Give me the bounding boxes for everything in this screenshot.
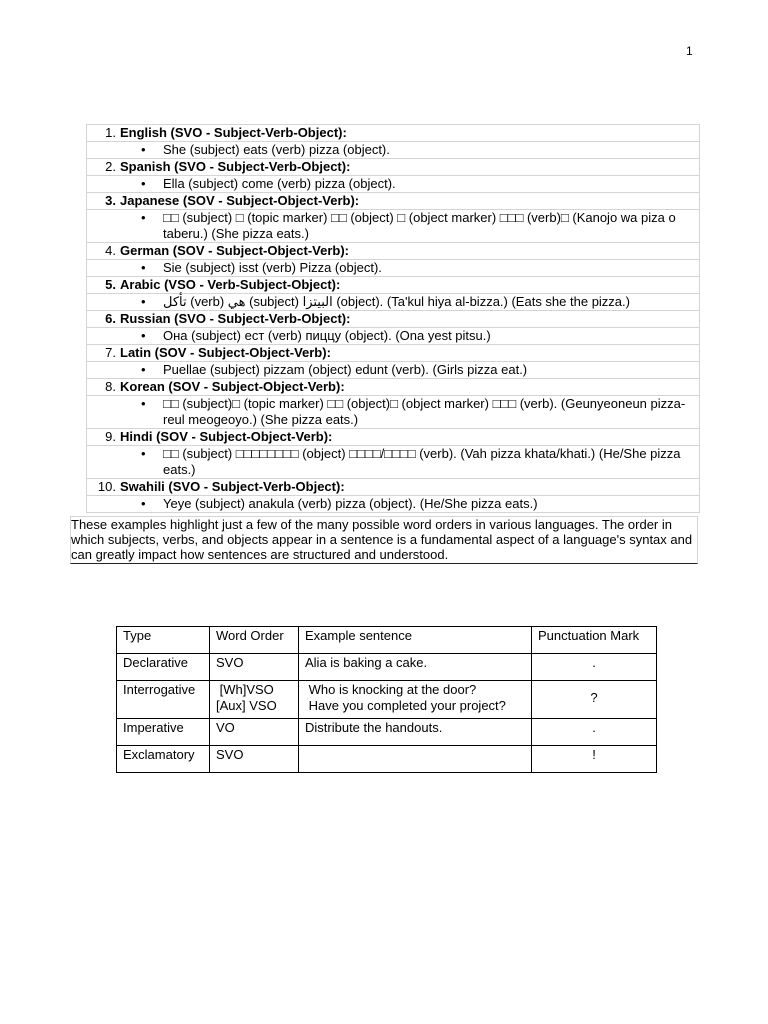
item-heading: Swahili (SVO - Subject-Verb-Object): <box>120 479 345 494</box>
bullet-icon: • <box>141 496 146 511</box>
list-item <box>86 428 700 445</box>
example-row <box>86 395 700 428</box>
example-row <box>86 175 700 192</box>
order-line-1: [Wh]VSO <box>216 682 274 697</box>
cell-type: Declarative <box>117 654 210 681</box>
order-line-2: [Aux] VSO <box>216 698 277 713</box>
item-heading: Russian (SVO - Subject-Verb-Object): <box>120 311 351 326</box>
item-heading: Spanish (SVO - Subject-Verb-Object): <box>120 159 351 174</box>
item-number: 7. <box>105 345 116 360</box>
item-heading: German (SOV - Subject-Object-Verb): <box>120 243 349 258</box>
list-item <box>86 124 700 141</box>
example-text: Sie (subject) isst (verb) Pizza (object). <box>163 260 382 275</box>
page-number: 1 <box>686 44 693 58</box>
cell-type: Interrogative <box>117 681 210 719</box>
example-row <box>86 293 700 310</box>
cell-example: Distribute the handouts. <box>299 719 532 746</box>
bullet-icon: • <box>141 294 146 309</box>
table-header-row <box>117 627 657 654</box>
cell-type: Exclamatory <box>117 746 210 773</box>
example-text: □□ (subject) □□□□□□□□ (object) □□□□/□□□□ (verb). (Vah pizza khata/khati.) (He/She pizza eats.) <box>163 446 681 477</box>
example-row <box>86 361 700 378</box>
example-text: Ella (subject) come (verb) pizza (object). <box>163 176 396 191</box>
list-item <box>86 478 700 495</box>
item-heading: Hindi (SOV - Subject-Object-Verb): <box>120 429 333 444</box>
item-number: 3. <box>105 193 116 208</box>
example-text: Puellae (subject) pizzam (object) edunt (verb). (Girls pizza eat.) <box>163 362 528 377</box>
cell-punct: ! <box>532 746 657 773</box>
example-text: □□ (subject)□ (topic marker) □□ (object)□ (object marker) □□□ (verb). (Geunyeoneun pizza-reul meogeoyo.) (She pizza eats.) <box>163 396 686 427</box>
bullet-icon: • <box>141 396 146 411</box>
example-text: Yeye (subject) anakula (verb) pizza (object). (He/She pizza eats.) <box>163 496 538 511</box>
cell-order: SVO <box>210 654 299 681</box>
list-item <box>86 192 700 209</box>
example-text: She (subject) eats (verb) pizza (object). <box>163 142 390 157</box>
summary-paragraph: These examples highlight just a few of the many possible word orders in various languages. The order in which subjects, verbs, and objects appear in a sentence is a fundamental aspect of a language's syntax and can greatly impact how sentences are structured and understood. <box>70 516 698 564</box>
list-item <box>86 378 700 395</box>
list-item <box>86 276 700 293</box>
item-heading: Korean (SOV - Subject-Object-Verb): <box>120 379 345 394</box>
example-line-1: Who is knocking at the door? <box>305 682 477 697</box>
item-heading: Latin (SOV - Subject-Object-Verb): <box>120 345 331 360</box>
bullet-icon: • <box>141 328 146 343</box>
list-item <box>86 310 700 327</box>
cell-punct: . <box>532 654 657 681</box>
cell-example <box>299 681 532 719</box>
item-number: 1. <box>105 125 116 140</box>
header-type: Type <box>117 627 210 654</box>
item-number: 5. <box>105 277 116 292</box>
cell-type: Imperative <box>117 719 210 746</box>
example-row <box>86 495 700 513</box>
header-word-order: Word Order <box>210 627 299 654</box>
cell-order: VO <box>210 719 299 746</box>
example-row <box>86 327 700 344</box>
bullet-icon: • <box>141 176 146 191</box>
item-number: 10. <box>97 479 116 494</box>
item-number: 6. <box>105 311 116 326</box>
cell-example <box>299 746 532 773</box>
item-number: 9. <box>105 429 116 444</box>
table-row <box>117 654 657 681</box>
example-text: تأكل (verb) هي (subject) البيتزا (object). (Ta'kul hiya al-bizza.) (Eats she the pizza.) <box>163 294 630 309</box>
item-heading: Japanese (SOV - Subject-Object-Verb): <box>120 193 360 208</box>
item-number: 2. <box>105 159 116 174</box>
example-text: □□ (subject) □ (topic marker) □□ (object) □ (object marker) □□□ (verb)□ (Kanojo wa piza o taberu.) (She pizza eats.) <box>163 210 676 241</box>
table-row <box>117 719 657 746</box>
list-item <box>86 344 700 361</box>
table-row <box>117 681 657 719</box>
cell-order <box>210 681 299 719</box>
list-item <box>86 158 700 175</box>
cell-punct: . <box>532 719 657 746</box>
item-number: 8. <box>105 379 116 394</box>
sentence-types-table <box>116 626 657 773</box>
header-example: Example sentence <box>299 627 532 654</box>
cell-punct: ? <box>532 681 657 719</box>
example-line-2: Have you completed your project? <box>305 698 506 713</box>
example-row <box>86 209 700 242</box>
bullet-icon: • <box>141 142 146 157</box>
item-number: 4. <box>105 243 116 258</box>
example-row <box>86 445 700 478</box>
table-row <box>117 746 657 773</box>
example-row <box>86 141 700 158</box>
item-heading: English (SVO - Subject-Verb-Object): <box>120 125 347 140</box>
language-list <box>86 124 700 513</box>
example-row <box>86 259 700 276</box>
item-heading: Arabic (VSO - Verb-Subject-Object): <box>120 277 341 292</box>
bullet-icon: • <box>141 260 146 275</box>
bullet-icon: • <box>141 362 146 377</box>
header-punctuation: Punctuation Mark <box>532 627 657 654</box>
cell-example: Alia is baking a cake. <box>299 654 532 681</box>
example-text: Она (subject) ест (verb) пиццу (object). (Ona yest pitsu.) <box>163 328 491 343</box>
list-item <box>86 242 700 259</box>
bullet-icon: • <box>141 446 146 461</box>
bullet-icon: • <box>141 210 146 225</box>
cell-order: SVO <box>210 746 299 773</box>
